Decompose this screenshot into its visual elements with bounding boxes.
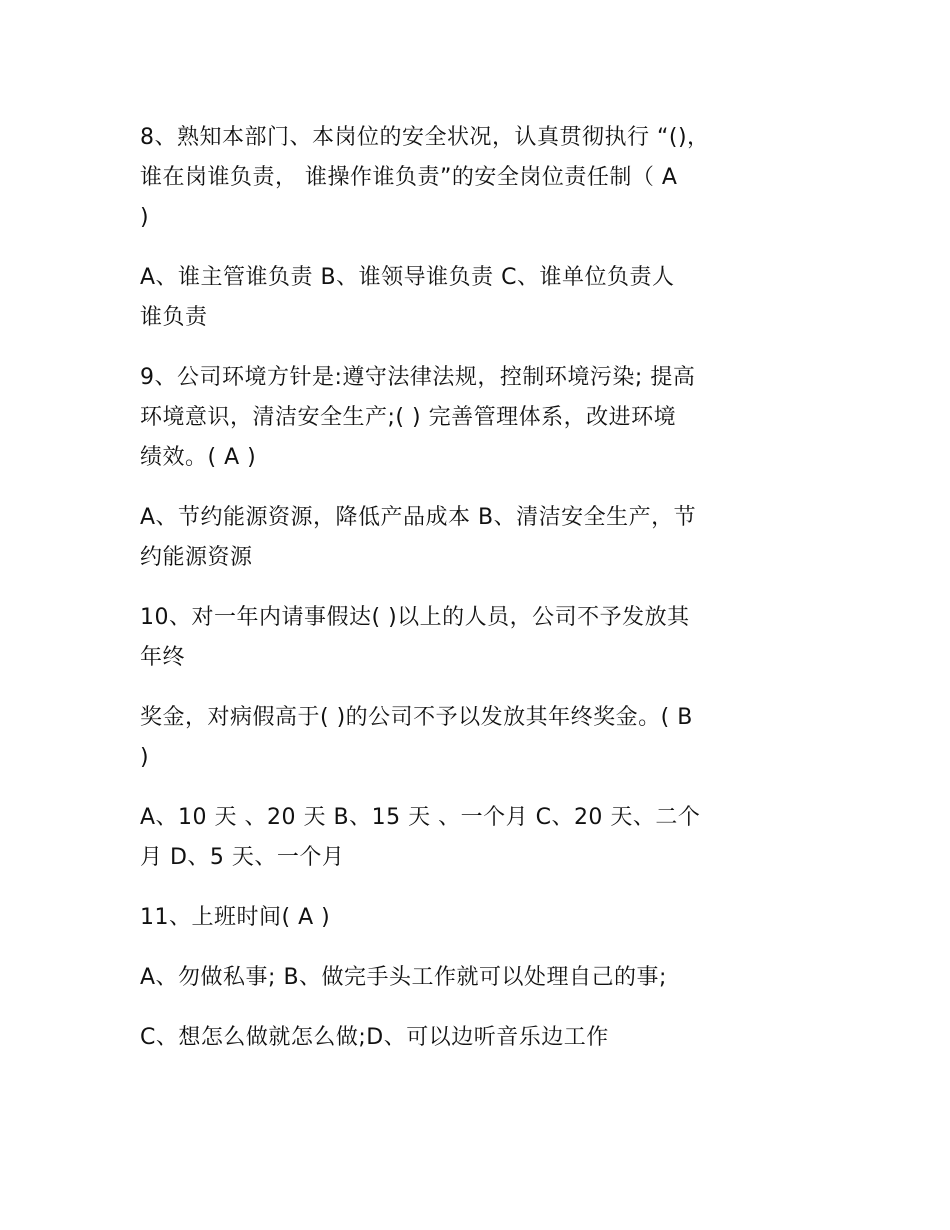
text-line: ) bbox=[140, 745, 150, 770]
question-11 bbox=[140, 898, 830, 938]
question-11-options-ab bbox=[140, 958, 830, 998]
text-line: 奖金，对病假高于( )的公司不予以发放其年终奖金。( B bbox=[140, 705, 693, 730]
text-line: 约能源资源 bbox=[140, 545, 253, 570]
text-line: 月 D、5 天、一个月 bbox=[140, 845, 345, 870]
text-line: 8、熟知本部门、本岗位的安全状况，认真贯彻执行 “()， bbox=[140, 125, 710, 150]
question-10-continued bbox=[140, 698, 830, 778]
question-8 bbox=[140, 118, 830, 238]
text-line: A、勿做私事; B、做完手头工作就可以处理自己的事; bbox=[140, 965, 667, 990]
text-line: 环境意识，清洁安全生产;( ) 完善管理体系，改进环境 bbox=[140, 405, 677, 430]
text-line: 年终 bbox=[140, 645, 186, 670]
text-line: 9、公司环境方针是:遵守法律法规，控制环境污染; 提高 bbox=[140, 365, 696, 390]
question-8-options bbox=[140, 258, 830, 338]
text-line: 11、上班时间( A ) bbox=[140, 905, 331, 930]
text-line: C、想怎么做就怎么做;D、可以边听音乐边工作 bbox=[140, 1025, 609, 1050]
text-line: 谁在岗谁负责， 谁操作谁负责”的安全岗位责任制（ A bbox=[140, 165, 678, 190]
text-line: 绩效。( A ) bbox=[140, 445, 257, 470]
question-10-options bbox=[140, 798, 830, 878]
text-line: 谁负责 bbox=[140, 305, 208, 330]
text-line: A、谁主管谁负责 B、谁领导谁负责 C、谁单位负责人 bbox=[140, 265, 675, 290]
text-line: ) bbox=[140, 205, 150, 230]
text-line: A、节约能源资源，降低产品成本 B、清洁安全生产，节 bbox=[140, 505, 697, 530]
question-10 bbox=[140, 598, 830, 678]
question-9 bbox=[140, 358, 830, 478]
text-line: A、10 天 、20 天 B、15 天 、一个月 C、20 天、二个 bbox=[140, 805, 701, 830]
question-9-options bbox=[140, 498, 830, 578]
question-11-options-cd bbox=[140, 1018, 830, 1058]
document-page bbox=[140, 118, 830, 1078]
text-line: 10、对一年内请事假达( )以上的人员，公司不予发放其 bbox=[140, 605, 690, 630]
